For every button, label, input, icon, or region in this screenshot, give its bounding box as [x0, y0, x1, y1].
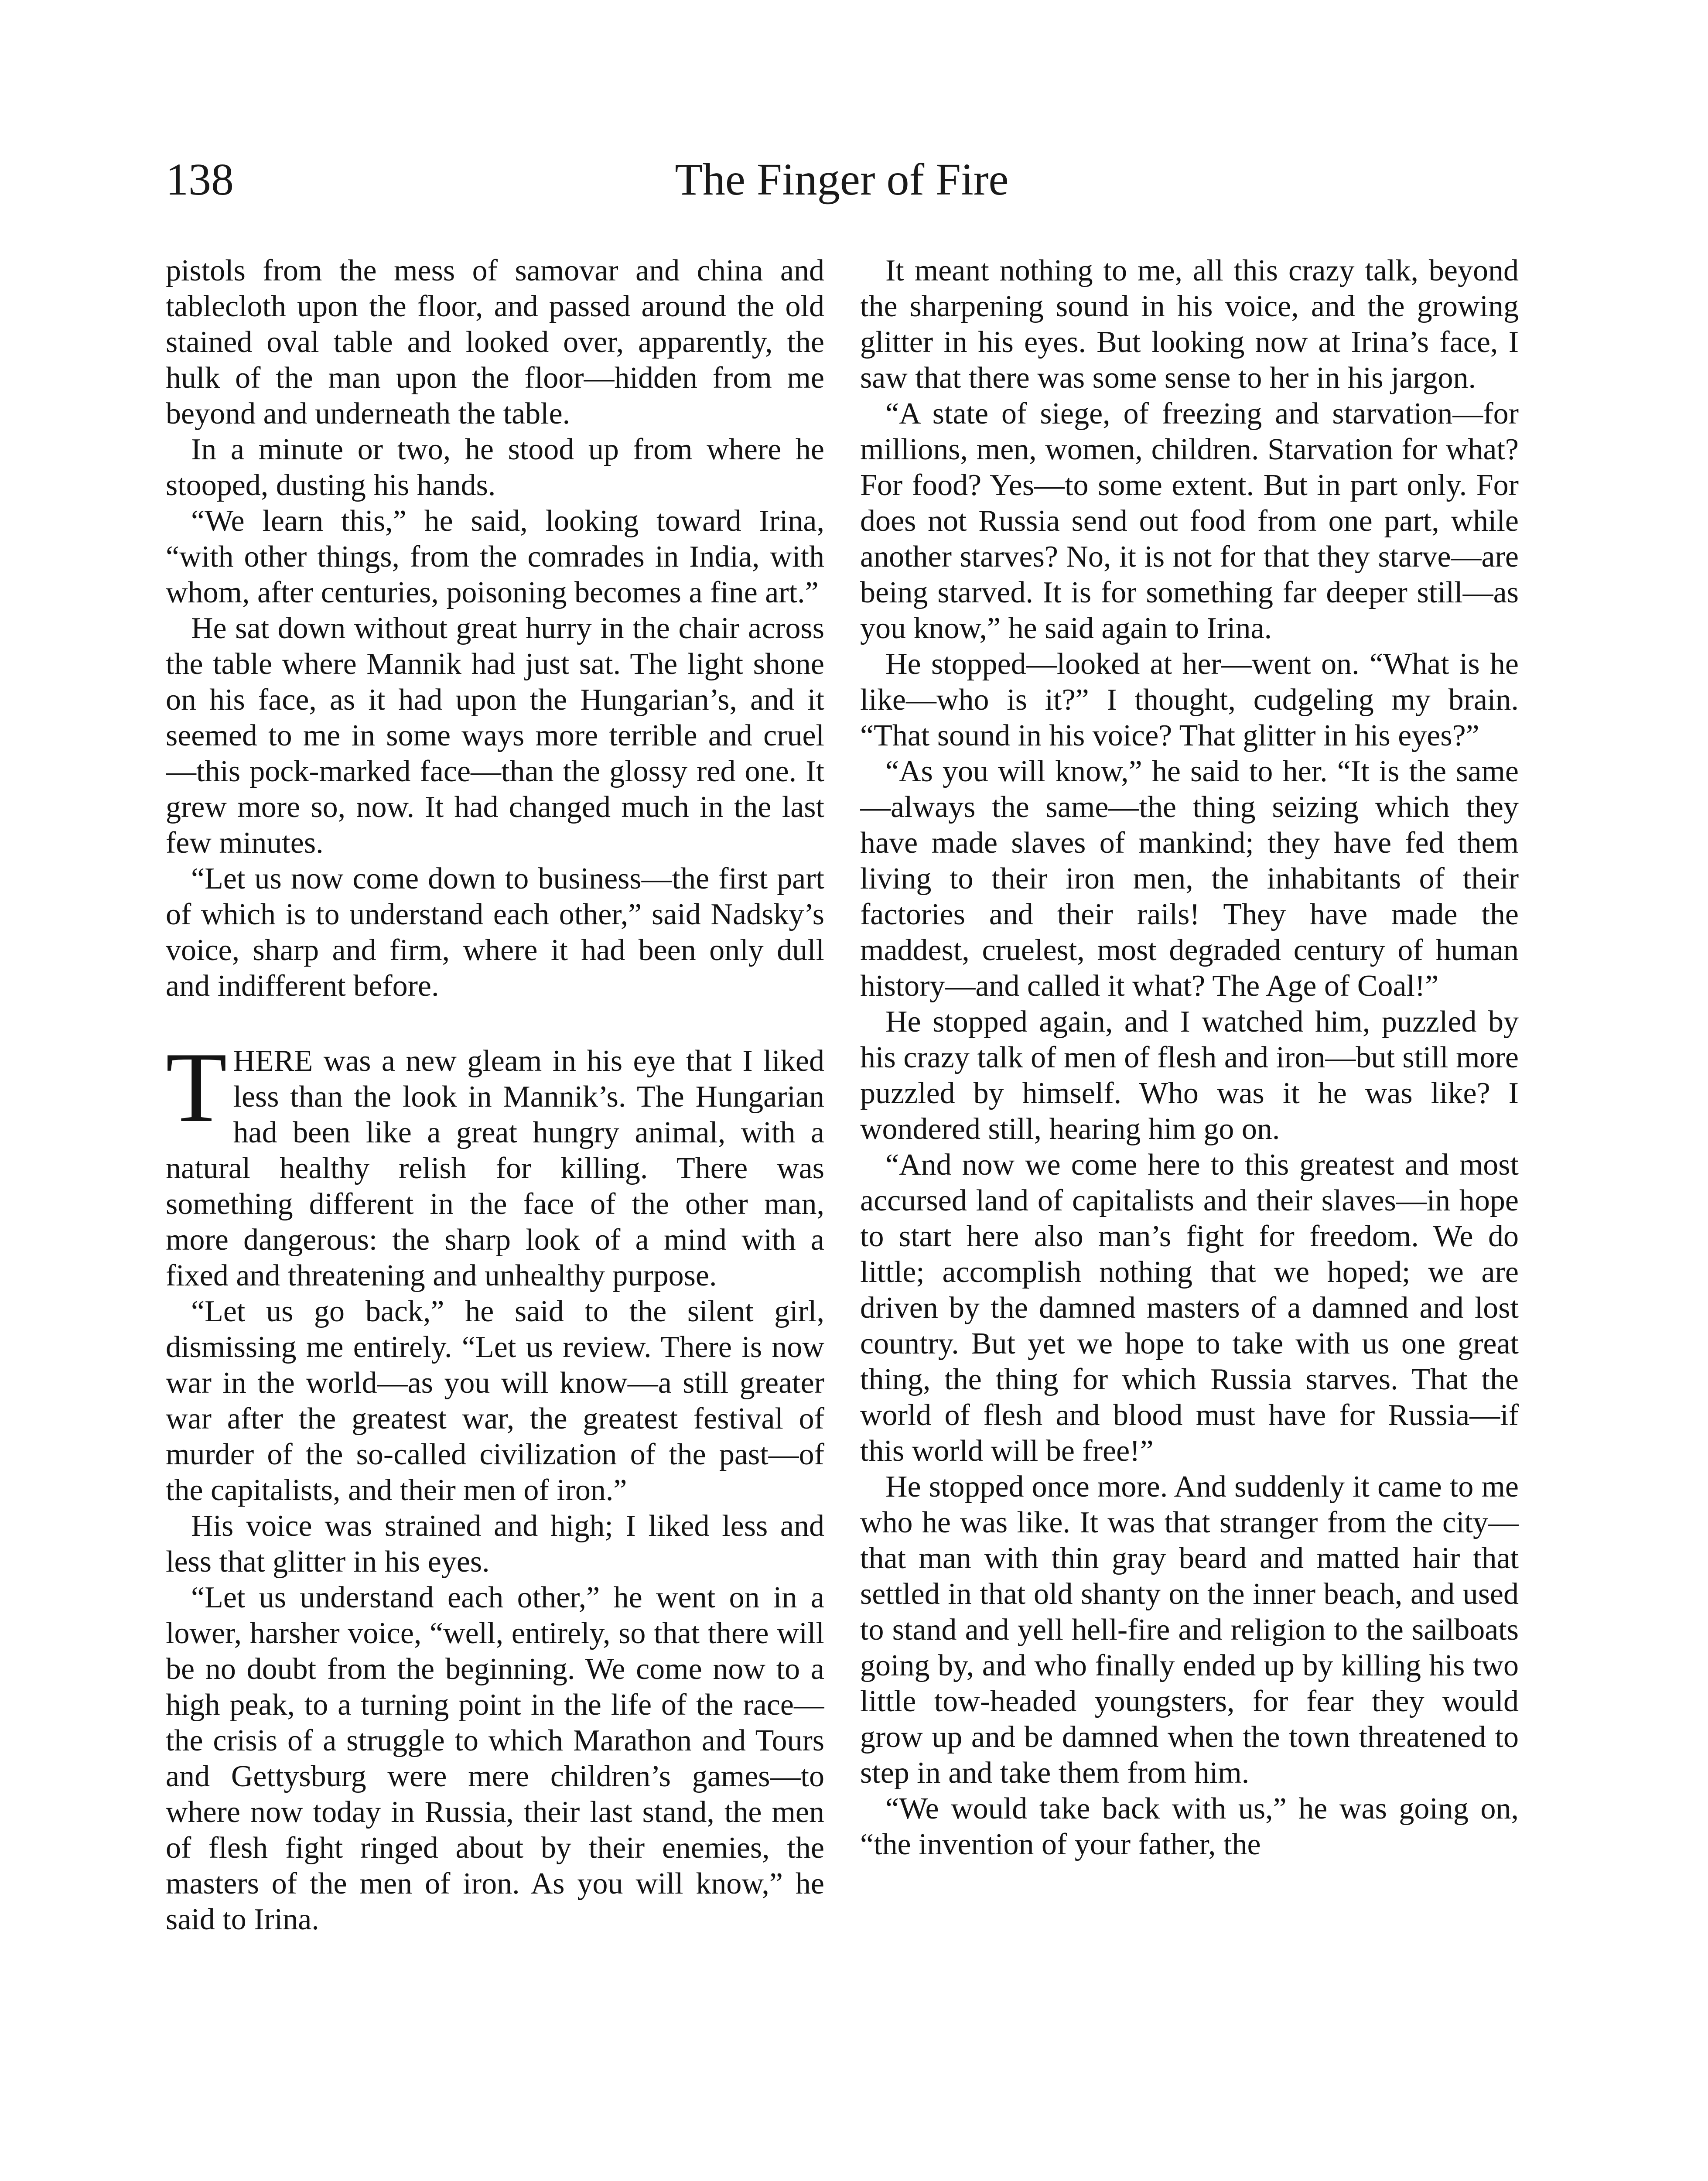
- drop-cap: T: [166, 1032, 227, 1143]
- paragraph: He sat down without great hurry in the chair across the table where Mannik had just sat. The light shone on his face, as it had upon the Hungarian’s, and it seemed to me in some ways more terrible and cruel—this pock-marked face—than the glossy red one. It grew more so, now. It had changed much in the last few minutes.: [166, 612, 824, 860]
- paragraph: In a minute or two, he stood up from where he stooped, dusting his hands.: [166, 433, 824, 502]
- paragraph: “Let us understand each other,” he went on in a lower, harsher voice, “well, entirely, so that there will be no doubt from the beginning. We come now to a high peak, to a turning point in the life of the race—the crisis of a struggle to which Marathon and Tours and Gettysburg were mere children’s games—to where now today in Russia, their last stand, the men of flesh fight ringed about by their enemies, the masters of the men of iron. As you will know,” he said to Irina.: [166, 1581, 824, 1936]
- paragraph: “We learn this,” he said, looking toward Irina, “with other things, from the comrades in India, with whom, after centuries, poisoning becomes a fine art.”: [166, 504, 824, 609]
- section-first-paragraph-text: HERE was a new gleam in his eye that I liked less than the look in Mannik’s. The Hungarian had been like a great hungry animal, with a natural healthy relish for killing. There was something different in the face of the other man, more dangerous: the sharp look of a mind with a fixed and threatening and unhealthy purpose.: [166, 1044, 824, 1292]
- paragraph: “We would take back with us,” he was going on, “the invention of your father, the: [860, 1792, 1519, 1861]
- paragraph: He stopped once more. And suddenly it came to me who he was like. It was that stranger from the city—that man with thin gray beard and matted hair that settled in that old shanty on the inner beach, and used to stand and yell hell-fire and religion to the sailboats going by, and who finally ended up by killing his two little tow-headed youngsters, for fear they would grow up and be damned when the town threatened to step in and take them from him.: [860, 1470, 1519, 1790]
- left-column: [166, 253, 824, 2181]
- paragraph: “A state of siege, of freezing and starvation—for millions, men, women, children. Starvation for what? For food? Yes—to some extent. But in part only. For does not Russia send out food from one part, while another starves? No, it is not for that they starve—are being starved. It is for something far deeper still—as you know,” he said again to Irina.: [860, 397, 1519, 645]
- paragraph: “Let us now come down to business—the first part of which is to understand each other,” said Nadsky’s voice, sharp and firm, where it had been only dull and indifferent before.: [166, 862, 824, 1003]
- page-number: 138: [166, 154, 234, 205]
- page-header: [166, 154, 1518, 227]
- paragraph: He stopped—looked at her—went on. “What is he like—who is it?” I thought, cudgeling my brain. “That sound in his voice? That glitter in his eyes?”: [860, 647, 1519, 752]
- paragraph: “Let us go back,” he said to the silent girl, dismissing me entirely. “Let us review. There is now war in the world—as you will know—a still greater war after the greatest war, the greatest festival of murder of the so-called civilization of the past—of the capitalists, and their men of iron.”: [166, 1295, 824, 1507]
- paragraph: “And now we come here to this greatest and most accursed land of capitalists and their slaves—in hope to start here also man’s fight for freedom. We do little; accomplish nothing that we hoped; we are driven by the damned masters of a damned and lost country. But yet we hope to take with us one great thing, the thing for which Russia starves. That the world of flesh and blood must have for Russia—if this world will be free!”: [860, 1148, 1519, 1468]
- paragraph: “As you will know,” he said to her. “It is the same—always the same—the thing seizing which they have made slaves of mankind; they have fed them living to their iron men, the inhabitants of their factories and their rails! They have made the maddest, cruelest, most degraded century of human history—and called it what? The Age of Coal!”: [860, 755, 1519, 1003]
- paragraph: He stopped again, and I watched him, puzzled by his crazy talk of men of flesh and iron—but still more puzzled by himself. Who was it he was like? I wondered still, hearing him go on.: [860, 1005, 1519, 1146]
- running-title: The Finger of Fire: [675, 154, 1009, 205]
- paragraph: It meant nothing to me, all this crazy talk, beyond the sharpening sound in his voice, and the growing glitter in his eyes. But looking now at Irina’s face, I saw that there was some sense to her in his jargon.: [860, 254, 1519, 395]
- paragraph: His voice was strained and high; I liked less and less that glitter in his eyes.: [166, 1509, 824, 1579]
- paragraph: pistols from the mess of samovar and china and tablecloth upon the floor, and passed around the old stained oval table and looked over, apparently, the hulk of the man upon the floor—hidden from me beyond and underneath the table.: [166, 254, 824, 431]
- section-first-paragraph: [166, 1032, 824, 1294]
- right-column: [860, 253, 1519, 2181]
